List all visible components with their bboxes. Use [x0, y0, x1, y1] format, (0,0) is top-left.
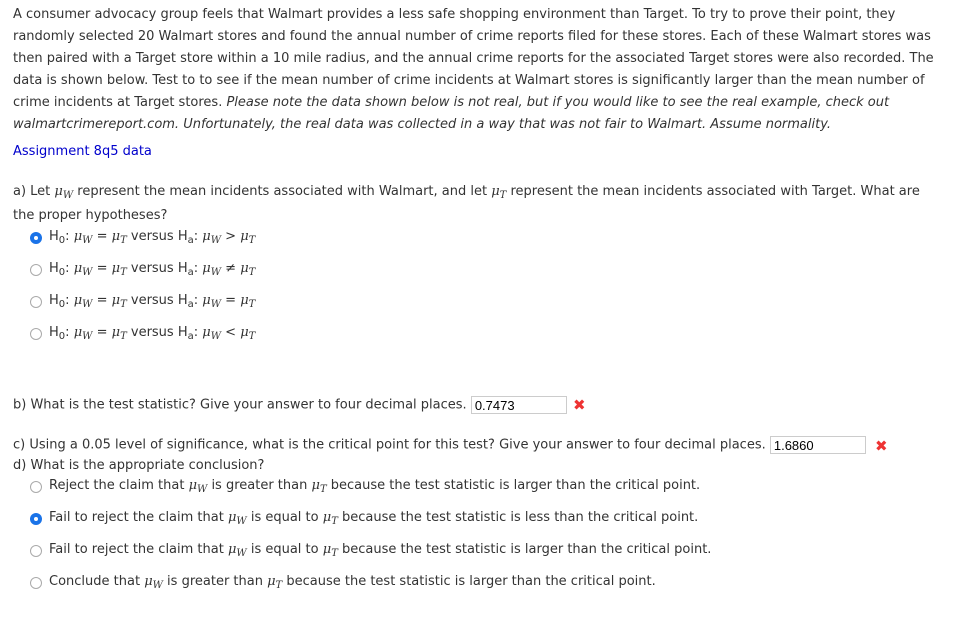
question-b-text: b) What is the test statistic? Give your answer to four decimal places.: [13, 397, 467, 413]
intro-line: then paired with a Target store within a 10 mile radius, and the annual crime reports for the associated Target stores were also recorded. The: [13, 51, 934, 66]
option-label: $H_0$: $\mu_W = \mu_T$ versus $H_a$: $\mu_W \ne \mu_T$: [49, 261, 256, 278]
mu-t: $\mu_T$: [240, 229, 256, 246]
option-label: $H_0$: $\mu_W = \mu_T$ versus $H_a$: $\mu_W = \mu_T$: [49, 293, 256, 310]
radio-button[interactable]: [30, 481, 42, 493]
intro-line: A consumer advocacy group feels that Walmart provides a less safe shopping environment than Target. To try to prove their point, they: [13, 7, 896, 22]
intro-line: [13, 92, 934, 114]
conclusion-option[interactable]: [30, 574, 656, 591]
hypothesis-option[interactable]: [30, 229, 255, 246]
test-statistic-input[interactable]: 0.7473: [471, 396, 567, 414]
mu-t: $\mu_T$: [111, 293, 127, 310]
intro-note: walmartcrimereport.com. Unfortunately, the real data was collected in a way that was not fair to Walmart. Assume normality.: [13, 117, 832, 132]
text: a) Let: [13, 184, 55, 199]
assignment-data-link[interactable]: Assignment 8q5 data: [13, 144, 152, 159]
mu-w: $\mu_W$: [202, 325, 222, 342]
intro-note: Please note the data shown below is not real, but if you would like to see the real example, check out: [226, 95, 890, 110]
mu-w: $\mu_W$: [188, 478, 208, 495]
question-a-line1: [13, 184, 920, 201]
mu-w: $\mu_W$: [202, 261, 222, 278]
radio-button[interactable]: [30, 296, 42, 308]
radio-button[interactable]: [30, 513, 42, 525]
question-d-text: d) What is the appropriate conclusion?: [13, 458, 265, 473]
mu-w: $\mu_W$: [54, 184, 74, 201]
option-label: Fail to reject the claim that $\mu_W$ is equal to $\mu_T$ because the test statistic is larger than the critical point.: [49, 542, 712, 559]
mu-w: $\mu_W$: [73, 293, 93, 310]
question-c-text: c) Using a 0.05 level of significance, what is the critical point for this test? Give your answer to four decimal places.: [13, 437, 766, 453]
mu-t: $\mu_T$: [111, 229, 127, 246]
option-label: Fail to reject the claim that $\mu_W$ is equal to $\mu_T$ because the test statistic is less than the critical point.: [49, 510, 699, 527]
intro-line: randomly selected 20 Walmart stores and found the annual number of crime reports filed for these stores. Each of these Walmart stores was: [13, 29, 931, 44]
mu-t: $\mu_T$: [311, 478, 327, 495]
option-label: Conclude that $\mu_W$ is greater than $\mu_T$ because the test statistic is larger than the critical point.: [49, 574, 656, 591]
mu-t: $\mu_T$: [322, 542, 338, 559]
mu-t: $\mu_T$: [111, 325, 127, 342]
radio-button[interactable]: [30, 545, 42, 557]
mu-w: $\mu_W$: [73, 229, 93, 246]
radio-button[interactable]: [30, 328, 42, 340]
radio-button[interactable]: [30, 232, 42, 244]
problem-statement: [13, 4, 934, 136]
conclusion-option[interactable]: [30, 510, 698, 527]
mu-w: $\mu_W$: [144, 574, 163, 591]
option-label: Reject the claim that $\mu_W$ is greater than $\mu_T$ because the test statistic is larger than the critical point.: [49, 478, 701, 495]
radio-button[interactable]: [30, 577, 42, 589]
mu-t: $\mu_T$: [267, 574, 283, 591]
intro-line: data is shown below. Test to to see if the mean number of crime incidents at Walmart stores is significantly larger than the mean number of: [13, 73, 925, 88]
critical-point-input[interactable]: 1.6860: [770, 436, 866, 454]
option-label: $H_0$: $\mu_W = \mu_T$ versus $H_a$: $\mu_W < \mu_T$: [49, 325, 256, 342]
conclusion-option[interactable]: [30, 478, 700, 495]
mu-t: $\mu_T$: [111, 261, 127, 278]
conclusion-option[interactable]: [30, 542, 711, 559]
intro-text: crime incidents at Target stores.: [13, 95, 227, 110]
radio-button[interactable]: [30, 264, 42, 276]
hypothesis-option[interactable]: [30, 293, 255, 310]
text: represent the mean incidents associated with Walmart, and let: [73, 184, 492, 199]
mu-t: $\mu_T$: [240, 293, 256, 310]
text: represent the mean incidents associated with Target. What are: [506, 184, 920, 199]
mu-w: $\mu_W$: [202, 293, 222, 310]
mu-w: $\mu_W$: [73, 325, 93, 342]
question-c: [13, 436, 866, 454]
mu-w: $\mu_W$: [227, 542, 247, 559]
mu-w: $\mu_W$: [227, 510, 247, 527]
incorrect-x-icon: ✖: [875, 437, 888, 455]
hypothesis-option[interactable]: [30, 261, 255, 278]
mu-t: $\mu_T$: [322, 510, 338, 527]
mu-w: $\mu_W$: [73, 261, 93, 278]
mu-w: $\mu_W$: [202, 229, 222, 246]
mu-t: $\mu_T$: [491, 184, 507, 201]
question-a-line2: the proper hypotheses?: [13, 208, 168, 223]
question-b: [13, 396, 567, 414]
incorrect-x-icon: ✖: [573, 396, 586, 414]
mu-t: $\mu_T$: [240, 261, 256, 278]
hypothesis-option[interactable]: [30, 325, 255, 342]
mu-t: $\mu_T$: [240, 325, 256, 342]
option-label: $H_0$: $\mu_W = \mu_T$ versus $H_a$: $\mu_W > \mu_T$: [49, 229, 256, 246]
